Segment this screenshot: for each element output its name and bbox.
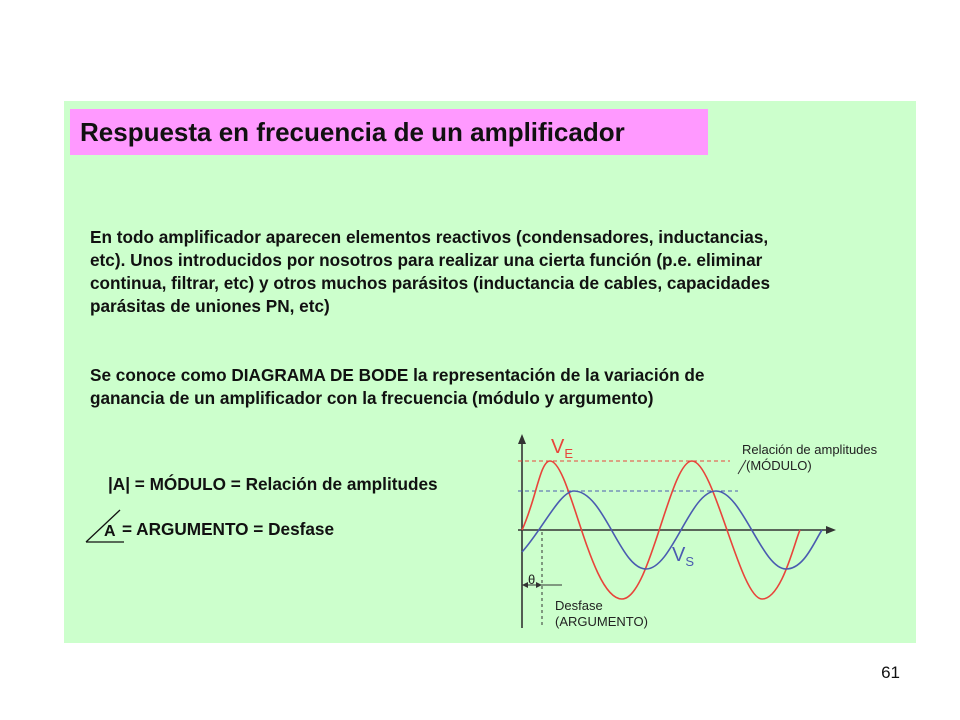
page-number: 61: [881, 663, 900, 682]
slide-title: Respuesta en frecuencia de un amplificador: [80, 117, 625, 147]
ve-label: [551, 436, 573, 461]
horizontal-axis-arrow: [826, 526, 836, 534]
theta-label: θ: [528, 572, 536, 587]
paragraph2-line: Se conoce como DIAGRAMA DE BODE la representación de la variación de: [90, 365, 705, 385]
ve-main: V: [551, 436, 565, 458]
modulo-definition: |A| = MÓDULO = Relación de amplitudes: [108, 474, 438, 494]
ve-sub: E: [564, 446, 574, 461]
paragraph-reactive-elements: [90, 226, 890, 318]
paragraph2-line: ganancia de un amplificador con la frecuencia (módulo y argumento): [90, 388, 654, 408]
desfase-label-line2: (ARGUMENTO): [555, 614, 648, 629]
vs-label: [672, 544, 694, 569]
desfase-label-line1: Desfase: [555, 598, 603, 613]
vs-main: V: [672, 544, 686, 566]
modulo-pointer: [738, 460, 746, 474]
paragraph1-line: etc). Unos introducidos por nosotros para realizar una cierta función (p.e. eliminar: [90, 250, 763, 270]
paragraph1-line: En todo amplificador aparecen elementos reactivos (condensadores, inductancias,: [90, 227, 769, 247]
paragraph-bode-definition: [90, 364, 890, 410]
phase-arrow-right: [536, 582, 542, 588]
paragraph1-line: parásitas de uniones PN, etc): [90, 296, 330, 316]
paragraph1-line: continua, filtrar, etc) y otros muchos parásitos (inductancia de cables, capacidades: [90, 273, 771, 293]
argumento-definition: = ARGUMENTO = Desfase: [122, 519, 335, 539]
angle-letter: A: [104, 523, 116, 540]
vs-sub: S: [685, 554, 695, 569]
vertical-axis-arrow: [518, 434, 526, 444]
relacion-label-line1: Relación de amplitudes: [742, 442, 878, 457]
relacion-label-line2: (MÓDULO): [746, 458, 812, 473]
title-box: [70, 109, 708, 155]
